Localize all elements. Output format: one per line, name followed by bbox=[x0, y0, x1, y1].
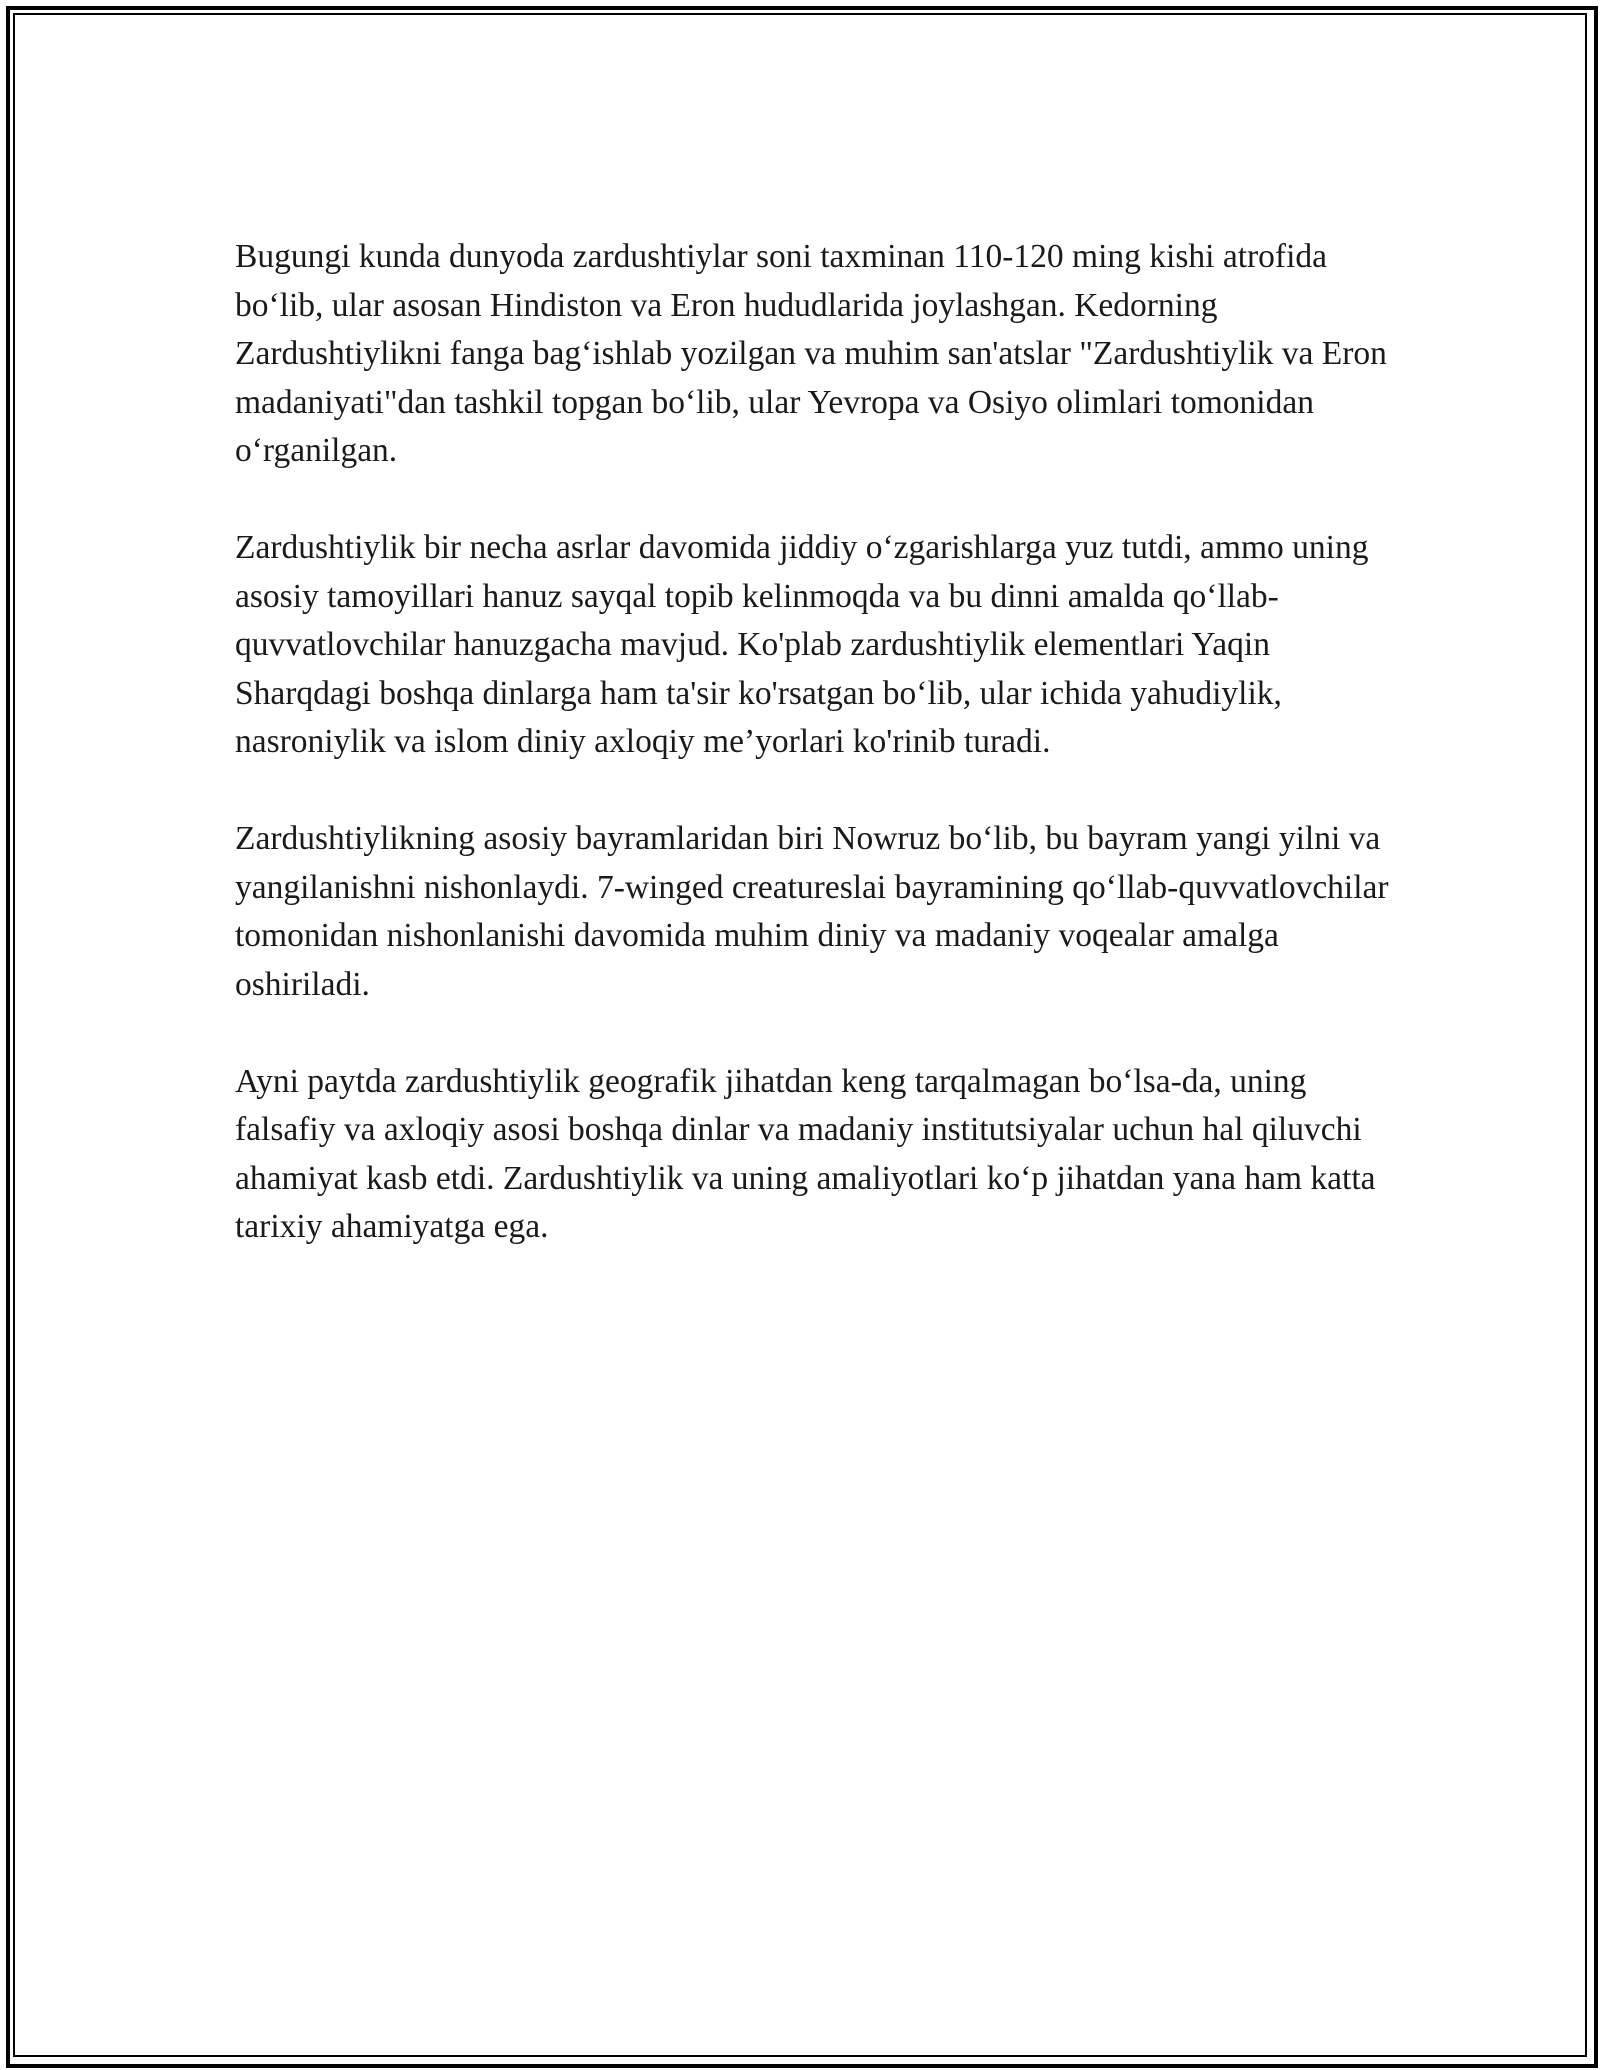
paragraph-3: Zardushtiylikning asosiy bayramlaridan biri Nowruz bo‘lib, bu bayram yangi yilni va yangilanishni nishonlaydi. 7-winged creatureslai bayramining qo‘llab-quvvatlovchilar tomonidan nishonlanishi davomida muhim diniy va madaniy voqealar amalga oshiriladi. bbox=[235, 820, 1389, 1003]
paragraph-4: Ayni paytda zardushtiylik geografik jihatdan keng tarqalmagan bo‘lsa-da, uning falsafiy va axloqiy asosi boshqa dinlar va madaniy institutsiyalar uchun hal qiluvchi ahamiyat kasb etdi. Zardushtiylik va uning amaliyotlari ko‘p jihatdan yana ham katta tarixiy ahamiyatga ega. bbox=[235, 1062, 1376, 1245]
paragraph-2: Zardushtiylik bir necha asrlar davomida jiddiy o‘zgarishlarga yuz tutdi, ammo uning asosiy tamoyillari hanuz sayqal topib kelinmoqda va bu dinni amalda qo‘llab-quvvatlovchilar hanuzgacha mavjud. Ko'plab zardushtiylik elementlari Yaqin Sharqdagi boshqa dinlarga ham ta'sir ko'rsatgan bo‘lib, ular ichida yahudiylik, nasroniylik va islom diniy axloqiy me’yorlari ko'rinib turadi. bbox=[235, 529, 1369, 760]
paragraph-1: Bugungi kunda dunyoda zardushtiylar soni taxminan 110-120 ming kishi atrofida bo‘lib, ular asosan Hindiston va Eron hududlarida joylashgan. Kedorning Zardushtiylikni fanga bag‘ishlab yozilgan va muhim san'atslar "Zardushtiylik va Eron madaniyati"dan tashkil topgan bo‘lib, ular Yevropa va Osiyo olimlari tomonidan o‘rganilgan. bbox=[235, 238, 1387, 469]
document-body bbox=[235, 233, 1395, 1300]
